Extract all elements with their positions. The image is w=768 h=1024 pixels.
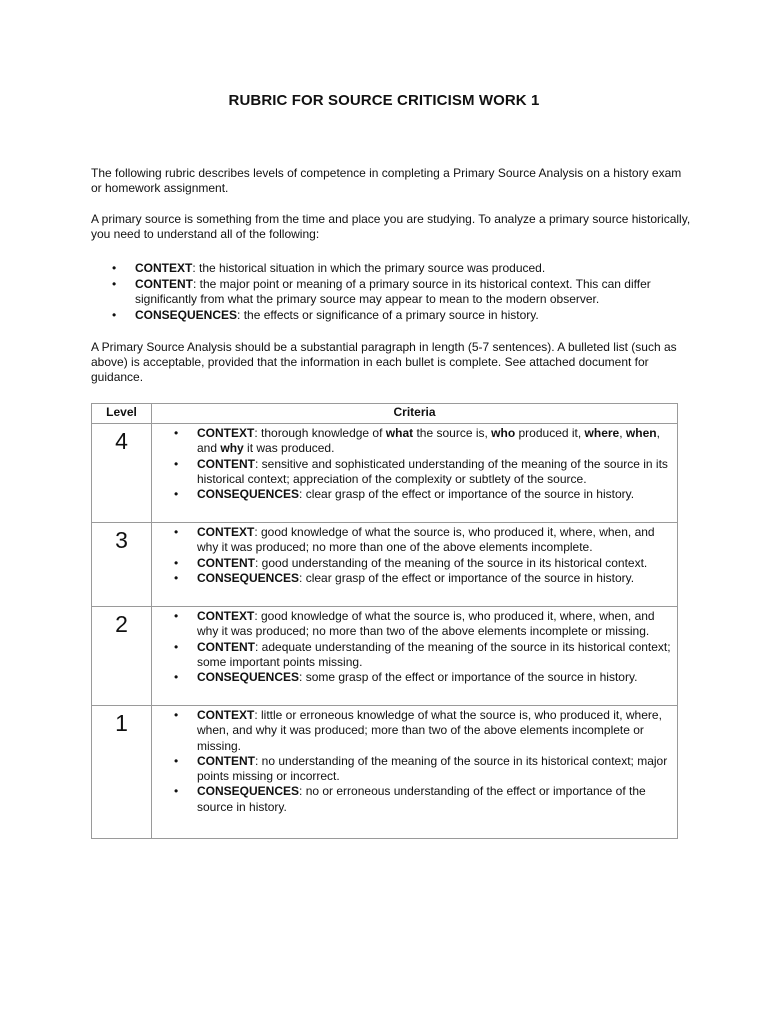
definition-paragraph: A primary source is something from the time and place you are studying. To analyze a primary source historically, you need to understand all of the following: <box>91 212 691 241</box>
criteria-text: when <box>625 426 657 440</box>
criteria-item-context <box>152 525 677 556</box>
criteria-text: , <box>619 426 626 440</box>
criteria-cell <box>152 607 678 706</box>
criteria-cell <box>152 523 678 607</box>
criteria-list <box>152 708 677 815</box>
bullet-text: : the major point or meaning of a primary source in its historical context. This can differ significantly from what the primary source may appear to mean to the modern observer. <box>135 276 651 306</box>
criteria-text: : clear grasp of the effect or importance of the source in history. <box>299 570 635 585</box>
criteria-cell <box>152 706 678 839</box>
criteria-term: CONTENT <box>197 753 255 768</box>
level-number: 1 <box>92 706 152 839</box>
level-number: 3 <box>92 523 152 607</box>
document-title: RUBRIC FOR SOURCE CRITICISM WORK 1 <box>228 92 540 109</box>
criteria-text: : good knowledge of what the source is, who produced it, where, when, and why it was produced; no more than two of the above elements incomplete or missing. <box>197 609 655 639</box>
criteria-term: CONSEQUENCES <box>197 487 300 502</box>
criteria-text: : thorough knowledge of <box>254 426 386 440</box>
rubric-header-row <box>92 404 678 424</box>
criteria-item-consequences <box>152 487 677 502</box>
criteria-term: CONTENT <box>197 555 255 570</box>
component-item-context <box>91 261 681 277</box>
criteria-text: : clear grasp of the effect or importance of the source in history. <box>299 487 635 502</box>
criteria-column-header: Criteria <box>152 404 678 424</box>
criteria-text: : good understanding of the meaning of the source in its historical context. <box>255 555 648 570</box>
criteria-item-content <box>152 556 677 571</box>
component-item-consequences <box>91 308 681 324</box>
criteria-term: CONTENT <box>197 639 255 654</box>
criteria-item-context <box>152 426 677 457</box>
criteria-term: CONSEQUENCES <box>197 670 300 685</box>
rubric-table <box>91 403 678 839</box>
criteria-text: : little or erroneous knowledge of what the source is, who produced it, where, when, and why it was produced; more than two of the above elements incomplete or missing. <box>197 708 662 753</box>
bullet-term: CONTENT <box>135 276 193 291</box>
rubric-row-level-2 <box>92 607 678 706</box>
level-number: 2 <box>92 607 152 706</box>
bullet-term: CONSEQUENCES <box>135 307 238 322</box>
bullet-term: CONTEXT <box>135 261 193 275</box>
criteria-text: produced it, <box>515 426 585 440</box>
bullet-text: : the effects or significance of a primary source in history. <box>237 307 539 322</box>
criteria-list <box>152 609 677 685</box>
criteria-text: : no or erroneous understanding of the effect or importance of the source in history. <box>197 784 646 814</box>
criteria-item-content <box>152 640 677 671</box>
criteria-item-consequences <box>152 784 677 815</box>
criteria-text: : some grasp of the effect or importance of the source in history. <box>299 670 638 685</box>
criteria-text: why <box>220 441 244 456</box>
level-column-header: Level <box>92 404 152 424</box>
criteria-term: CONTEXT <box>197 426 255 440</box>
rubric-row-level-4 <box>92 424 678 523</box>
criteria-list <box>152 426 677 502</box>
criteria-item-consequences <box>152 670 677 685</box>
rubric-body <box>92 424 678 839</box>
rubric-row-level-3 <box>92 523 678 607</box>
intro-paragraph: The following rubric describes levels of competence in completing a Primary Source Analysis on a history exam or homework assignment. <box>91 166 682 195</box>
criteria-item-context <box>152 708 677 754</box>
criteria-term: CONSEQUENCES <box>197 570 300 585</box>
criteria-term: CONTEXT <box>197 708 255 722</box>
component-list <box>91 261 681 323</box>
criteria-text: : sensitive and sophisticated understanding of the meaning of the source in its historical context; appreciation of the complexity or subtlety of the source. <box>197 456 668 486</box>
criteria-term: CONTEXT <box>197 609 255 623</box>
criteria-item-consequences <box>152 571 677 586</box>
rubric-row-level-1 <box>92 706 678 839</box>
level-number: 4 <box>92 424 152 523</box>
criteria-text: : no understanding of the meaning of the source in its historical context; major points missing or incorrect. <box>197 753 668 784</box>
criteria-text: , and <box>197 426 660 456</box>
criteria-term: CONTENT <box>197 456 255 471</box>
criteria-text: who <box>491 426 516 440</box>
criteria-text: where <box>584 426 620 440</box>
bullet-text: : the historical situation in which the primary source was produced. <box>192 261 546 275</box>
criteria-item-content <box>152 457 677 488</box>
criteria-text: it was produced. <box>243 441 335 456</box>
criteria-term: CONSEQUENCES <box>197 784 300 799</box>
criteria-item-context <box>152 609 677 640</box>
criteria-text: : adequate understanding of the meaning of the source in its historical context; some important points missing. <box>197 639 671 669</box>
component-item-content <box>91 277 681 308</box>
criteria-item-content <box>152 754 677 785</box>
length-paragraph: A Primary Source Analysis should be a substantial paragraph in length (5-7 sentences). A bulleted list (such as above) is acceptable, provided that the information in each bullet is complete. See attached document for guidance. <box>91 340 677 384</box>
criteria-term: CONTEXT <box>197 525 255 539</box>
criteria-list <box>152 525 677 586</box>
criteria-text: the source is, <box>413 426 492 440</box>
criteria-text: : good knowledge of what the source is, who produced it, where, when, and why it was produced; no more than one of the above elements incomplete. <box>197 525 655 555</box>
criteria-text: what <box>385 426 414 440</box>
criteria-cell <box>152 424 678 523</box>
